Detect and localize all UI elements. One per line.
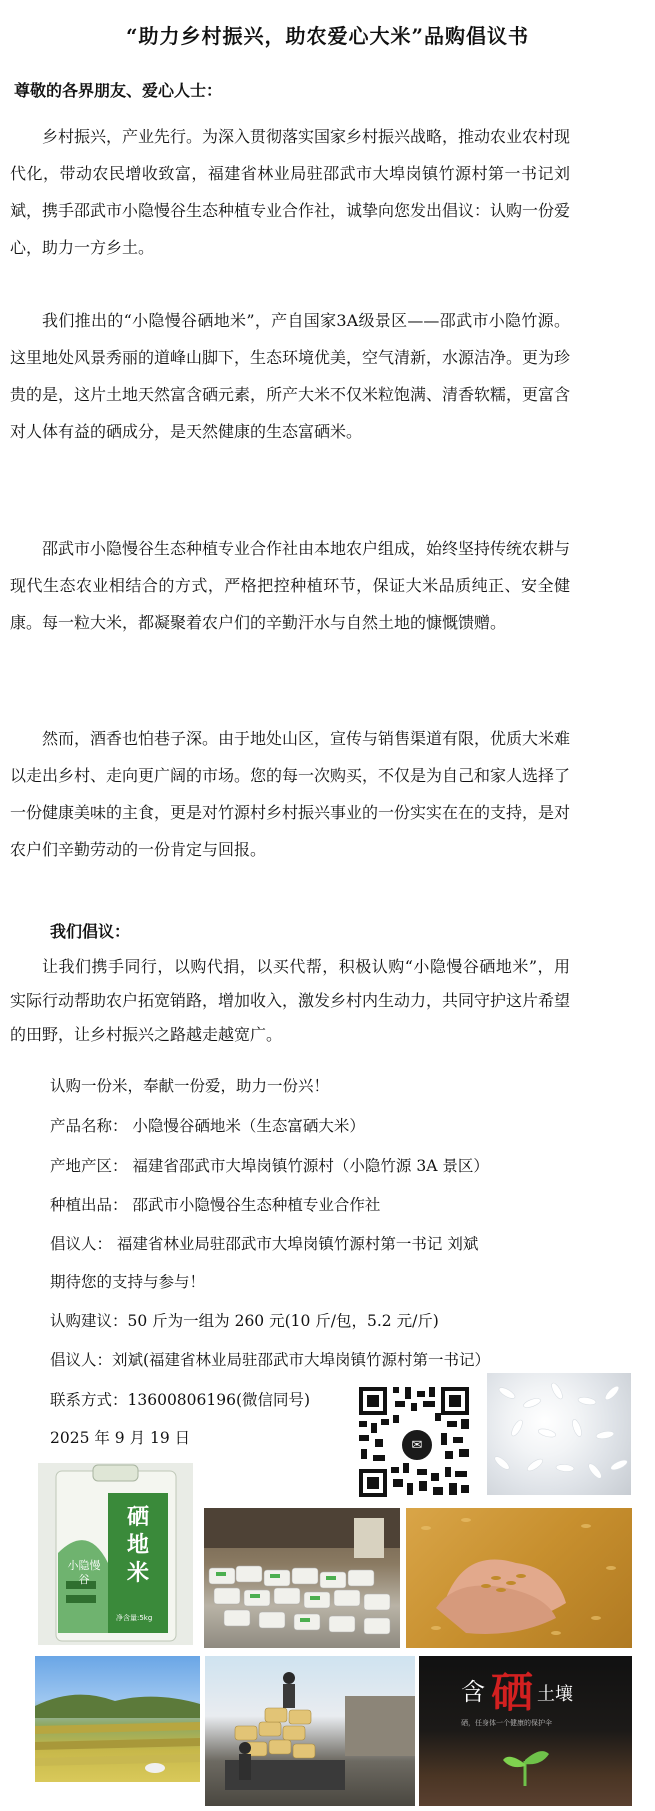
rice-bag-photo bbox=[38, 1463, 193, 1645]
initiative-paragraph: 让我们携手同行，以购代捐，以买代帮，积极认购“小隐慢谷硒地米”，用实际行动帮助农户拓宽销路，增加收入，激发乡村内生动力，共同守护这片希望的田野，让乡村振兴之路越走越宽广。 bbox=[10, 957, 571, 1044]
initiative-heading: 我们倡议： bbox=[50, 922, 131, 941]
paragraph-3: 邵武市小隐慢谷生态种植专业合作社由本地农户组成，始终坚持传统农耕与现代生态农业相结合的方式，严格把控种植环节，保证大米品质纯正、安全健康。每一粒大米，都凝聚着农户们的辛勤汗水与自然土地的慷慨馈赠。 bbox=[10, 539, 571, 632]
paragraph-4: 然而，酒香也怕巷子深。由于地处山区，宣传与销售渠道有限，优质大米难以走出乡村、走向更广阔的市场。您的每一次购买，不仅是为自己和家人选择了一份健康美味的主食，更是对竹源村乡村振兴事业的一份实实在在的支持，是对农户们辛勤劳动的一份肯定与回报。 bbox=[10, 729, 571, 859]
paragraph-2: 我们推出的“小隐慢谷硒地米”，产自国家3A级景区——邵武市小隐竹源。这里地处风景秀丽的道峰山脚下，生态环境优美，空气清新，水源洁净。更为珍贵的是，这片土地天然富含硒元素，所产大米不仅米粒饱满、清香软糯，更富含对人体有益的硒成分，是天然健康的生态富硒米。 bbox=[10, 311, 571, 441]
info-contact: 联系方式：13600806196(微信同号) bbox=[50, 1391, 311, 1409]
rice-fields-photo bbox=[35, 1656, 200, 1782]
grain-in-hands-photo bbox=[406, 1508, 632, 1648]
info-initiator-2: 倡议人：刘斌(福建省林业局驻邵武市大埠岗镇竹源村第一书记） bbox=[50, 1351, 491, 1369]
soil-poster-big: 硒 bbox=[491, 1668, 534, 1717]
rice-bag-brand: 小隐慢谷 bbox=[67, 1559, 101, 1586]
page-title: “助力乡村振兴，助农爱心大米”品购倡议书 bbox=[125, 24, 529, 48]
info-suggestion: 认购建议：50 斤为一组为 260 元(10 斤/包，5.2 元/斤) bbox=[50, 1312, 439, 1330]
soil-poster-title: 含 bbox=[461, 1678, 485, 1706]
info-initiator: 倡议人： 福建省林业局驻邵武市大埠岗镇竹源村第一书记 刘斌 bbox=[50, 1235, 479, 1253]
salutation: 尊敬的各界朋友、爱心人士： bbox=[14, 81, 223, 100]
slogan: 认购一份米，奉献一份爱，助力一份兴！ bbox=[50, 1077, 330, 1095]
info-product-name: 产品名称： 小隐慢谷硒地米（生态富硒大米） bbox=[50, 1117, 365, 1135]
cooked-rice-photo bbox=[487, 1373, 631, 1495]
rice-bag-weight: 净含量:5kg bbox=[116, 1614, 153, 1622]
info-origin: 产地产区： 福建省邵武市大埠岗镇竹源村（小隐竹源 3A 景区） bbox=[50, 1157, 489, 1175]
warehouse-rice-photo bbox=[204, 1508, 400, 1648]
info-producer: 种植出品： 邵武市小隐慢谷生态种植专业合作社 bbox=[50, 1196, 381, 1214]
wechat-icon: ✉ bbox=[399, 1427, 435, 1463]
info-support: 期待您的支持与参与！ bbox=[50, 1273, 206, 1291]
loading-truck-photo bbox=[205, 1656, 415, 1806]
rice-bag-label: 硒地米 bbox=[126, 1504, 149, 1586]
selenium-soil-poster bbox=[419, 1656, 632, 1806]
paragraph-1: 乡村振兴，产业先行。为深入贯彻落实国家乡村振兴战略，推动农业农村现代化，带动农民增收致富，福建省林业局驻邵武市大埠岗镇竹源村第一书记刘斌，携手邵武市小隐慢谷生态种植专业合作社，诚挚向您发出倡议：认购一份爱心，助力一方乡土。 bbox=[10, 127, 571, 257]
soil-poster-small: 硒，任身体一个健康的保护伞 bbox=[461, 1719, 552, 1727]
info-date: 2025 年 9 月 19 日 bbox=[50, 1429, 191, 1447]
wechat-qr-code bbox=[355, 1383, 473, 1501]
soil-poster-tail: 土壤 bbox=[537, 1684, 573, 1705]
